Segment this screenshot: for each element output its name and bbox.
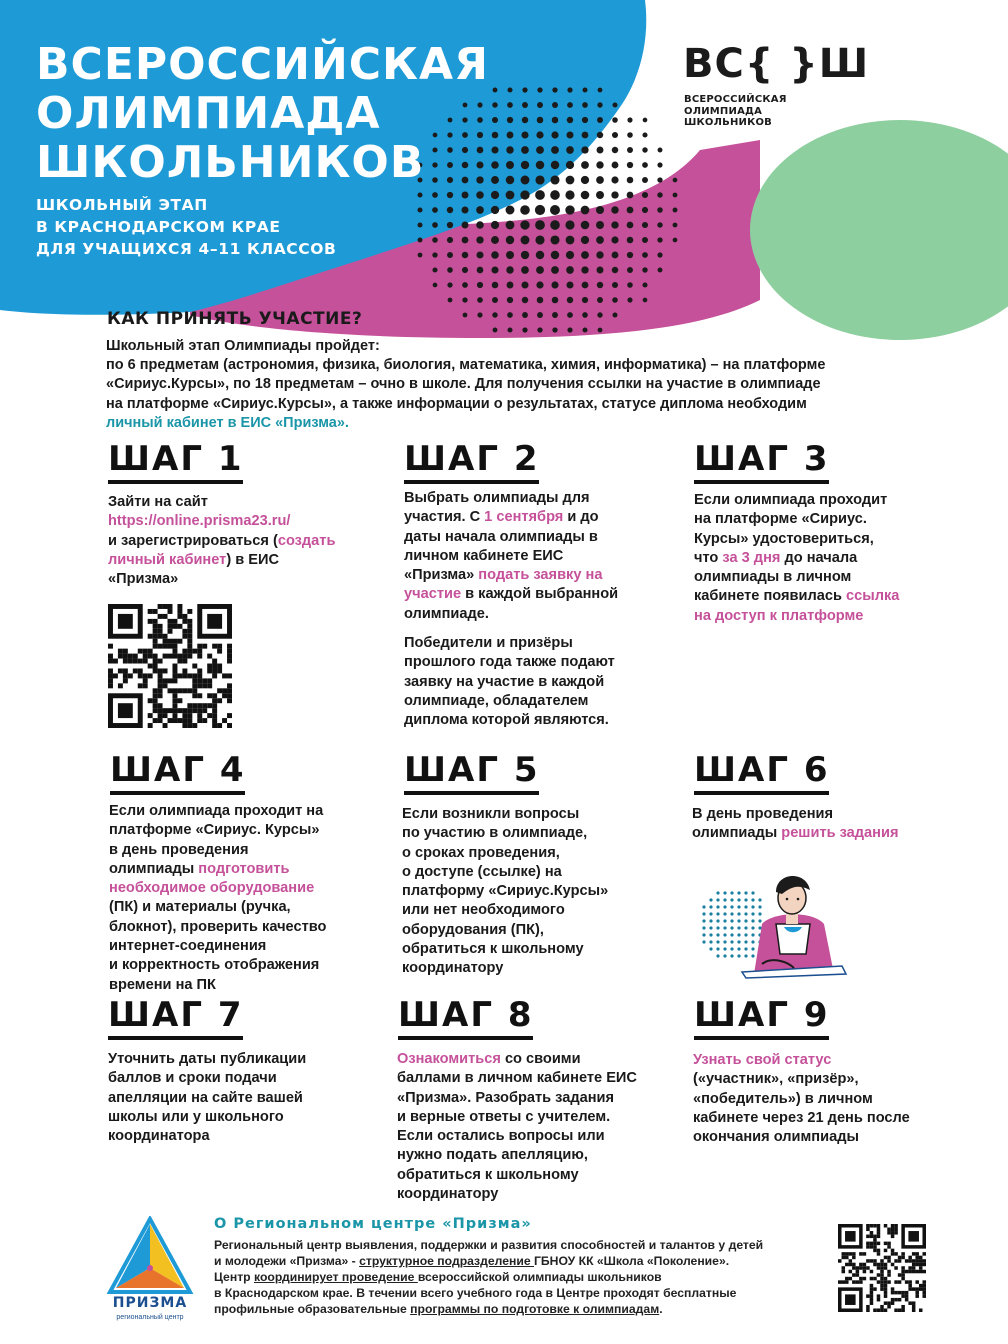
halftone-dot: [507, 282, 514, 289]
halftone-dot: [522, 297, 529, 304]
illustration-dot: [751, 933, 754, 936]
illustration-dot: [730, 954, 733, 957]
prizma-logo: [106, 1216, 194, 1296]
halftone-dot: [521, 251, 529, 259]
halftone-dot: [596, 251, 603, 258]
illustration-dot: [744, 933, 747, 936]
halftone-dot: [611, 236, 618, 243]
illustration-dot: [751, 954, 754, 957]
halftone-dot: [612, 312, 617, 317]
halftone-dot: [566, 266, 574, 274]
halftone-dot: [611, 221, 618, 228]
halftone-dot: [462, 267, 468, 273]
halftone-dot: [462, 222, 469, 229]
illustration-dot: [730, 933, 733, 936]
halftone-dot: [535, 205, 545, 215]
illustration-dot: [744, 947, 747, 950]
halftone-dot: [596, 206, 604, 214]
halftone-dot: [657, 192, 662, 197]
halftone-dot: [612, 267, 619, 274]
halftone-dot: [462, 297, 467, 302]
halftone-dot: [492, 282, 499, 289]
halftone-dot: [582, 312, 588, 318]
halftone-dot: [432, 237, 438, 243]
illustration-dot: [737, 905, 740, 908]
halftone-dot: [627, 252, 633, 258]
illustration-dot: [730, 940, 733, 943]
halftone-dot: [612, 252, 619, 259]
illustration-dot: [730, 947, 733, 950]
student-illustration: [702, 864, 862, 980]
halftone-dot: [657, 237, 662, 242]
halftone-dot: [417, 192, 422, 197]
illustration-dot: [723, 891, 726, 894]
illustration-dot: [758, 905, 761, 908]
illustration-dot: [737, 933, 740, 936]
illustration-dot: [716, 926, 719, 929]
illustration-dot: [723, 898, 726, 901]
halftone-dot: [447, 237, 453, 243]
halftone-dot: [657, 252, 662, 257]
illustration-dot: [737, 940, 740, 943]
step-3-text: Если олимпиада проходит на платформе «Сириус. Курсы» удостовериться, что за 3 дня до начала олимпиады в личном кабинете появилась ссылка на доступ к платформе: [694, 492, 900, 624]
halftone-dot: [506, 221, 515, 230]
illustration-dot: [709, 919, 712, 922]
halftone-dot: [477, 282, 483, 288]
halftone-dot: [550, 220, 560, 230]
vsosh-logo-caption: ВСЕРОССИЙСКАЯ ОЛИМПИАДА ШКОЛЬНИКОВ: [684, 94, 787, 128]
halftone-dot: [642, 222, 648, 228]
halftone-dot: [491, 251, 499, 259]
halftone-dot: [536, 251, 544, 259]
halftone-dot: [552, 297, 559, 304]
illustration-dot: [751, 926, 754, 929]
halftone-dot: [432, 222, 438, 228]
halftone-dot: [565, 190, 574, 199]
halftone-dot: [550, 190, 560, 200]
halftone-dot: [658, 268, 663, 273]
halftone-dot: [627, 192, 634, 199]
hero-subtitle: ШКОЛЬНЫЙ ЭТАП В КРАСНОДАРСКОМ КРАЕ ДЛЯ УЧАЩИХСЯ 4–11 КЛАССОВ: [36, 196, 337, 258]
halftone-dot: [642, 162, 648, 168]
halftone-dot: [673, 208, 678, 213]
illustration-dot: [751, 912, 754, 915]
create-account-link[interactable]: создать: [277, 532, 336, 549]
halftone-dot: [550, 235, 559, 244]
halftone-dot: [506, 266, 513, 273]
illustration-dot: [702, 919, 705, 922]
step-7-title: ШАГ 7: [108, 996, 243, 1040]
halftone-dot: [642, 177, 648, 183]
illustration-dot: [730, 898, 733, 901]
illustration-dot: [702, 905, 705, 908]
halftone-dot: [506, 206, 515, 215]
illustration-dot: [730, 912, 733, 915]
illustration-dot: [716, 947, 719, 950]
how-to-participate-heading: КАК ПРИНЯТЬ УЧАСТИЕ?: [107, 309, 363, 329]
illustration-dot: [744, 912, 747, 915]
halftone-dot: [476, 236, 483, 243]
halftone-dot: [552, 312, 558, 318]
halftone-dot: [657, 207, 663, 213]
halftone-dot: [432, 252, 437, 257]
halftone-dot: [491, 236, 499, 244]
halftone-dot: [642, 132, 647, 137]
halftone-dot: [493, 328, 498, 333]
halftone-dot: [535, 235, 544, 244]
halftone-dot: [673, 193, 678, 198]
illustration-dot: [744, 898, 747, 901]
illustration-dot: [744, 940, 747, 943]
illustration-dot: [744, 919, 747, 922]
step-5-title: ШАГ 5: [404, 751, 539, 795]
illustration-dot: [744, 926, 747, 929]
halftone-dot: [551, 251, 559, 259]
illustration-dot: [702, 912, 705, 915]
halftone-dot: [596, 191, 604, 199]
halftone-dot: [491, 221, 499, 229]
halftone-dot: [612, 282, 618, 288]
halftone-dot: [581, 191, 590, 200]
step-3-title: ШАГ 3: [694, 440, 829, 484]
halftone-dot: [448, 298, 453, 303]
halftone-dot: [550, 205, 560, 215]
halftone-dot: [462, 282, 468, 288]
halftone-dot: [521, 236, 530, 245]
halftone-dot: [551, 266, 559, 274]
halftone-dot: [537, 312, 543, 318]
illustration-dot: [751, 940, 754, 943]
halftone-dot: [596, 221, 604, 229]
halftone-dot: [507, 297, 513, 303]
illustration-dot: [716, 933, 719, 936]
halftone-dot: [491, 266, 498, 273]
prisma-site-link[interactable]: https://online.prisma23.ru/: [108, 513, 291, 530]
illustration-dot: [709, 947, 712, 950]
halftone-dot: [596, 236, 604, 244]
halftone-dot: [506, 236, 514, 244]
illustration-dot: [737, 947, 740, 950]
halftone-dot: [673, 178, 678, 183]
halftone-dot: [477, 297, 483, 303]
illustration-dot: [723, 919, 726, 922]
halftone-dot: [566, 251, 574, 259]
halftone-dot: [581, 236, 589, 244]
illustration-dot: [716, 898, 719, 901]
illustration-dot: [730, 905, 733, 908]
halftone-dot: [447, 267, 453, 273]
halftone-dot: [432, 207, 438, 213]
halftone-dot: [417, 207, 422, 212]
intro-text: Школьный этап Олимпиады пройдет: по 6 предметам (астрономия, физика, биология, математика, химия, информатика) – на платформе «Сириус.Курсы», по 18 предметам – очно в школе. Для получения ссылки на участие в олимпиаде на платформе «Сириус.Курсы», а также информации о результатах, статусе диплома необходим личный кабинет в ЕИС «Призма».: [106, 337, 906, 433]
halftone-dot: [597, 297, 603, 303]
halftone-dot: [536, 266, 544, 274]
illustration-dot: [758, 926, 761, 929]
halftone-dot: [673, 223, 678, 228]
halftone-dot: [462, 192, 469, 199]
halftone-dot: [566, 281, 573, 288]
halftone-dot: [552, 327, 557, 332]
step-4-text: Если олимпиада проходит на платформе «Сириус. Курсы» в день проведения олимпиады подготовить необходимое оборудование (ПК) и материалы (ручка, блокнот), проверить качество интернет-соединения и корректность отображения времени на ПК: [109, 803, 327, 993]
halftone-dot: [658, 148, 663, 153]
vsosh-logo: ВС{ }Ш: [683, 41, 870, 87]
step-9-title: ШАГ 9: [694, 996, 829, 1040]
halftone-dot: [657, 162, 662, 167]
halftone-dot: [447, 282, 452, 287]
halftone-dot: [673, 238, 678, 243]
halftone-dot: [432, 267, 437, 272]
step-1-text: Зайти на сайт https://online.prisma23.ru/ и зарегистрироваться (создать личный кабинет) в ЕИС «Призма»: [108, 494, 336, 588]
illustration-dot: [751, 898, 754, 901]
illustration-dot: [730, 919, 733, 922]
illustration-dot: [709, 912, 712, 915]
halftone-dot: [521, 281, 528, 288]
halftone-dot: [627, 222, 634, 229]
halftone-dot: [581, 206, 590, 215]
step-2-text: Выбрать олимпиады для участия. С 1 сентября и до даты начала олимпиады в личном кабинете ЕИС «Призма» подать заявку на участие в каждой выбранной олимпиаде. Победители и призёры прошлого года также подают заявку на участие в каждой олимпиаде, обладателем диплома которой являются.: [404, 490, 619, 729]
halftone-dot: [642, 267, 647, 272]
halftone-dot: [582, 297, 588, 303]
halftone-dot: [477, 312, 482, 317]
illustration-dot: [709, 905, 712, 908]
illustration-dot: [730, 891, 733, 894]
halftone-dot: [566, 236, 575, 245]
halftone-dot: [627, 237, 634, 244]
illustration-dot: [737, 898, 740, 901]
illustration-dot: [716, 919, 719, 922]
halftone-dot: [643, 118, 648, 123]
halftone-dot: [627, 267, 633, 273]
halftone-dot: [507, 312, 513, 318]
halftone-dot: [642, 282, 647, 287]
halftone-dot: [567, 327, 572, 332]
halftone-dot: [627, 282, 633, 288]
halftone-dot: [418, 253, 423, 258]
illustration-dot: [737, 919, 740, 922]
halftone-dot: [433, 283, 438, 288]
halftone-dot: [520, 220, 529, 229]
illustration-dot: [751, 919, 754, 922]
halftone-dot: [567, 312, 573, 318]
halftone-dot: [657, 177, 662, 182]
illustration-dot: [723, 947, 726, 950]
illustration-dot: [744, 891, 747, 894]
halftone-dot: [476, 221, 484, 229]
halftone-dot: [536, 281, 543, 288]
step-1-title: ШАГ 1: [108, 440, 243, 484]
illustration-dot: [716, 891, 719, 894]
prizma-name: ПРИЗМА: [112, 1295, 188, 1311]
halftone-dot: [535, 190, 545, 200]
halftone-dot: [567, 297, 573, 303]
halftone-dot: [537, 297, 544, 304]
halftone-dot: [463, 313, 468, 318]
halftone-dot: [507, 327, 512, 332]
halftone-dot: [492, 312, 497, 317]
halftone-dot: [521, 266, 529, 274]
illustration-dot: [737, 891, 740, 894]
step-8-title: ШАГ 8: [398, 996, 533, 1040]
halftone-dot: [643, 298, 648, 303]
illustration-dot: [723, 912, 726, 915]
illustration-dot: [709, 926, 712, 929]
halftone-dot: [520, 205, 530, 215]
illustration-dot: [709, 933, 712, 936]
illustration-dot: [716, 912, 719, 915]
illustration-dot: [702, 933, 705, 936]
halftone-dot: [476, 191, 484, 199]
halftone-dot: [447, 207, 453, 213]
illustration-dot: [744, 905, 747, 908]
halftone-dot: [432, 192, 438, 198]
illustration-dot: [709, 940, 712, 943]
illustration-dot: [709, 898, 712, 901]
halftone-dot: [461, 206, 468, 213]
halftone-dot: [581, 266, 588, 273]
illustration-dot: [758, 912, 761, 915]
step-5-text: Если возникли вопросы по участию в олимпиаде, о сроках проведения, о доступе (ссылке) на платформу «Сириус.Курсы» или нет необходимого оборудования (ПК), обратиться к школьному координатору: [402, 806, 609, 977]
halftone-dot: [462, 252, 469, 259]
step-8-text: Ознакомиться со своими баллами в личном кабинете ЕИС «Призма». Разобрать задания и верные ответы с учителем. Если остались вопросы или нужно подать апелляцию, обратиться к школьному координатору: [397, 1051, 637, 1203]
halftone-dot: [447, 252, 453, 258]
halftone-dot: [476, 251, 483, 258]
prizma-sub: региональный центр: [116, 1314, 184, 1321]
halftone-dot: [582, 282, 589, 289]
step-9-text: Узнать свой статус («участник», «призёр», «победитель») в личном кабинете через 21 день после окончания олимпиады: [693, 1052, 910, 1146]
halftone-dot: [611, 191, 618, 198]
halftone-dot: [522, 312, 528, 318]
illustration-dot: [737, 926, 740, 929]
illustration-dot: [751, 947, 754, 950]
halftone-dot: [642, 237, 648, 243]
green-shape: [750, 120, 1008, 340]
halftone-dot: [418, 238, 423, 243]
step-4-title: ШАГ 4: [110, 751, 245, 795]
illustration-dot: [723, 954, 726, 957]
halftone-dot: [447, 222, 453, 228]
eis-prizma-link[interactable]: личный кабинет в ЕИС «Призма».: [106, 414, 349, 431]
halftone-dot: [597, 282, 603, 288]
hero-title: ВСЕРОССИЙСКАЯ ОЛИМПИАДА ШКОЛЬНИКОВ: [36, 39, 489, 188]
qr-code-prisma: [108, 604, 232, 728]
illustration-dot: [758, 898, 761, 901]
halftone-dot: [522, 327, 527, 332]
step-6-text: В день проведения олимпиады решить задания: [692, 806, 899, 842]
halftone-dot: [642, 192, 648, 198]
halftone-dot: [551, 281, 558, 288]
halftone-dot: [627, 297, 632, 302]
step-6-title: ШАГ 6: [694, 751, 829, 795]
halftone-dot: [597, 267, 604, 274]
halftone-dot: [477, 267, 484, 274]
halftone-dot: [492, 297, 498, 303]
halftone-dot: [565, 205, 574, 214]
halftone-dot: [447, 192, 453, 198]
halftone-dot: [520, 190, 529, 199]
illustration-dot: [702, 940, 705, 943]
halftone-dot: [417, 222, 422, 227]
illustration-dot: [737, 954, 740, 957]
halftone-dot: [537, 327, 542, 332]
halftone-dot: [598, 328, 603, 333]
halftone-dot: [535, 220, 545, 230]
illustration-dot: [716, 954, 719, 957]
illustration-dot: [744, 954, 747, 957]
illustration-dot: [751, 891, 754, 894]
illustration-dot: [737, 912, 740, 915]
halftone-dot: [506, 191, 515, 200]
illustration-dot: [758, 919, 761, 922]
qr-code-footer: [838, 1224, 926, 1312]
halftone-dot: [581, 221, 590, 230]
halftone-dot: [611, 206, 618, 213]
illustration-dot: [702, 926, 705, 929]
halftone-dot: [491, 206, 499, 214]
halftone-dot: [642, 207, 648, 213]
illustration-dot: [723, 940, 726, 943]
halftone-dot: [612, 297, 618, 303]
step-7-text: Уточнить даты публикации баллов и сроки подачи апелляции на сайте вашей школы или у школьного координатора: [108, 1051, 307, 1145]
illustration-dot: [730, 926, 733, 929]
illustration-dot: [716, 905, 719, 908]
illustration-dot: [723, 926, 726, 929]
illustration-dot: [751, 905, 754, 908]
halftone-dot: [462, 237, 469, 244]
halftone-dot: [582, 327, 587, 332]
halftone-dot: [476, 206, 484, 214]
halftone-dot: [491, 191, 499, 199]
halftone-dot: [642, 147, 647, 152]
illustration-dot: [716, 940, 719, 943]
footer-text: Региональный центр выявления, поддержки и развития способностей и талантов у детей и молодежи «Призма» - структурное подразделение ГБНОУ КК «Школа «Поколение». Центр координирует проведение всероссийской олимпиады школьников в Краснодарском крае. В течении всего учебного года в Центре проходят бесплатные профильные образовательные программы по подготовке к олимпиадам.: [214, 1238, 764, 1316]
footer-title: О Региональном центре «Призма»: [214, 1216, 532, 1232]
halftone-dot: [597, 312, 602, 317]
halftone-dot: [506, 251, 514, 259]
illustration-dot: [723, 933, 726, 936]
halftone-dot: [565, 220, 574, 229]
halftone-dot: [657, 222, 662, 227]
step-2-title: ШАГ 2: [404, 440, 539, 484]
illustration-dot: [723, 905, 726, 908]
halftone-dot: [581, 251, 589, 259]
halftone-dot: [642, 252, 648, 258]
halftone-dot: [627, 207, 634, 214]
